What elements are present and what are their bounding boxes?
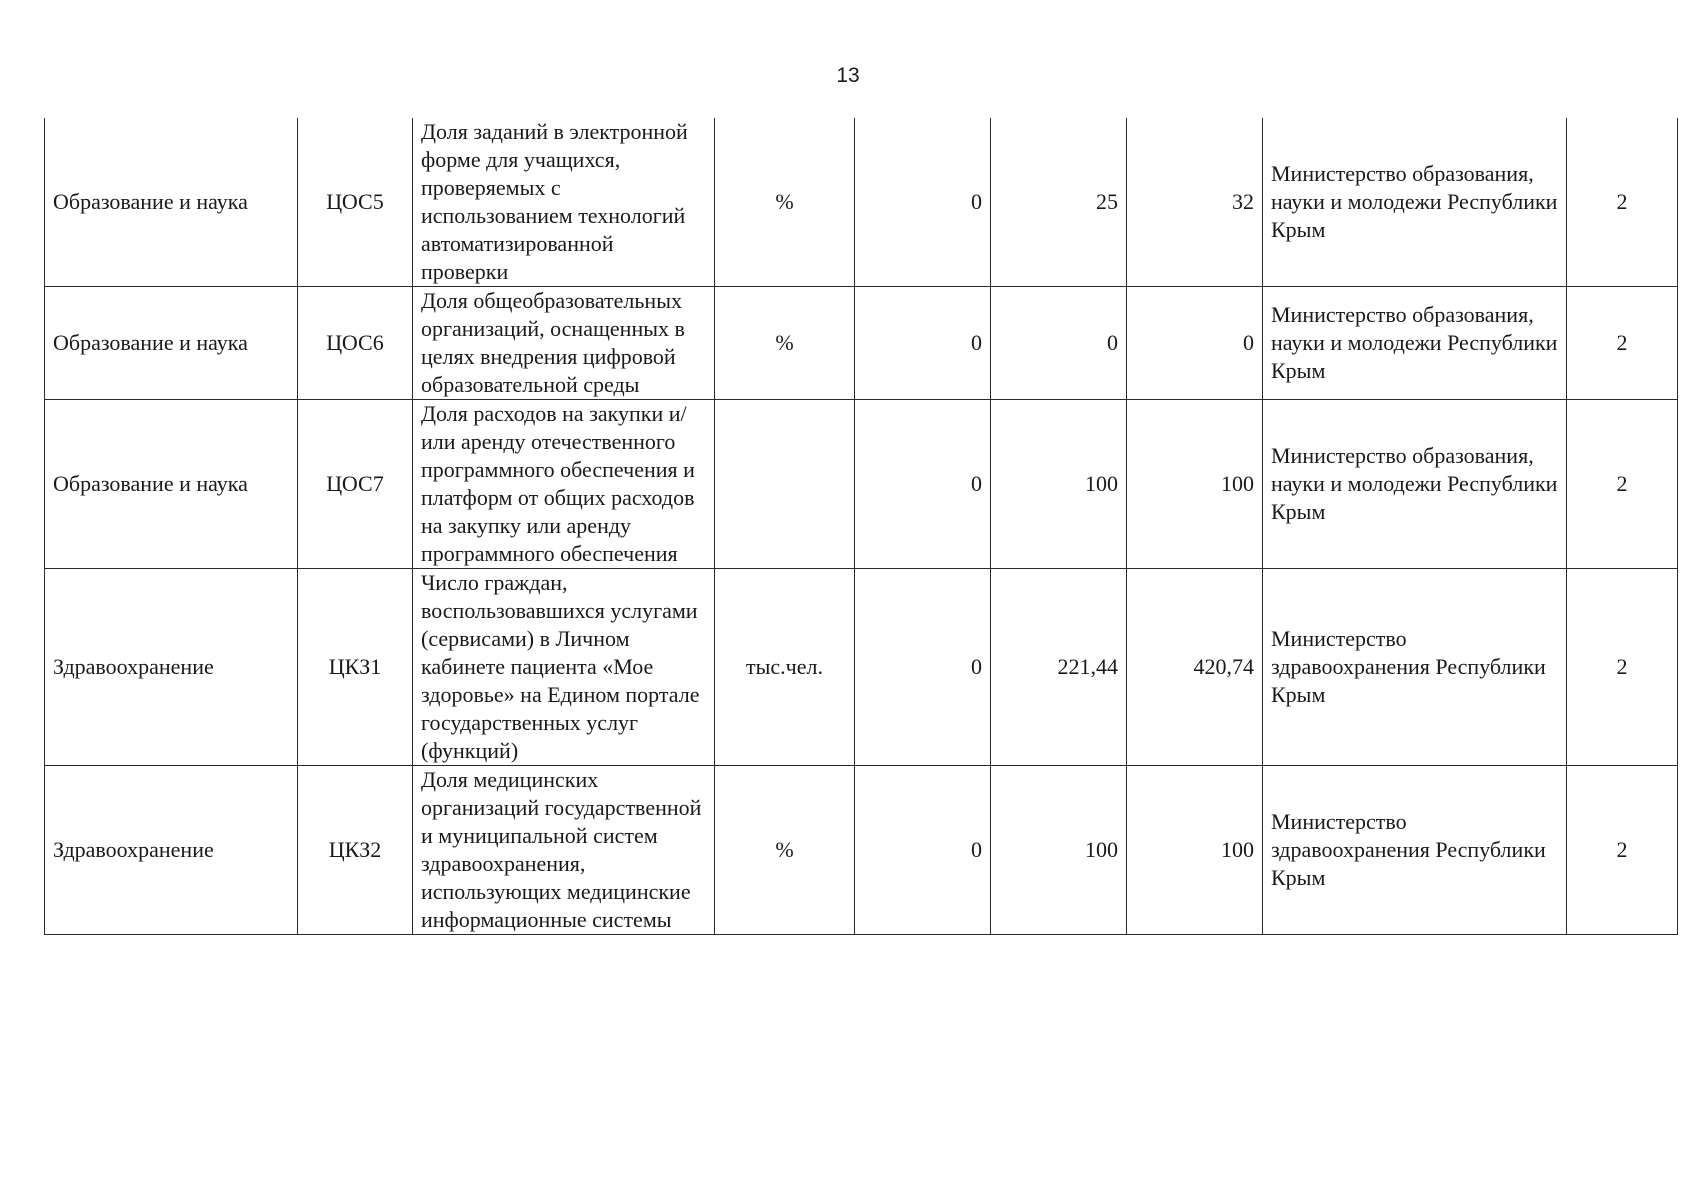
level-cell: 2 [1567,766,1678,935]
unit-cell: % [715,287,855,400]
description-cell: Доля медицинских организаций государственной и муниципальной систем здравоохранения, использующих медицинские информационные системы [413,766,715,935]
code-cell: ЦКЗ1 [298,569,413,766]
table-row [45,400,1678,569]
unit-cell: тыс.чел. [715,569,855,766]
unit-cell: % [715,118,855,287]
page-number: 13 [836,64,860,87]
code-cell: ЦОС5 [298,118,413,287]
value-2-cell: 100 [991,400,1127,569]
sector-cell: Образование и наука [45,118,298,287]
level-cell: 2 [1567,287,1678,400]
description-cell: Доля расходов на закупки и/или аренду отечественного программного обеспечения и платформ от общих расходов на закупку или аренду программного обеспечения [413,400,715,569]
value-2-cell: 221,44 [991,569,1127,766]
value-1-cell: 0 [855,569,991,766]
ministry-cell: Министерство здравоохранения Республики Крым [1263,569,1567,766]
value-3-cell: 420,74 [1127,569,1263,766]
level-cell: 2 [1567,400,1678,569]
ministry-cell: Министерство образования, науки и молодежи Республики Крым [1263,287,1567,400]
table-row [45,569,1678,766]
value-3-cell: 100 [1127,400,1263,569]
value-1-cell: 0 [855,287,991,400]
ministry-cell: Министерство образования, науки и молодежи Республики Крым [1263,118,1567,287]
table-row [45,287,1678,400]
value-1-cell: 0 [855,118,991,287]
value-1-cell: 0 [855,766,991,935]
indicators-table [44,118,1678,935]
value-3-cell: 32 [1127,118,1263,287]
code-cell: ЦКЗ2 [298,766,413,935]
value-3-cell: 100 [1127,766,1263,935]
level-cell: 2 [1567,118,1678,287]
code-cell: ЦОС7 [298,400,413,569]
value-2-cell: 25 [991,118,1127,287]
sector-cell: Здравоохранение [45,569,298,766]
ministry-cell: Министерство образования, науки и молодежи Республики Крым [1263,400,1567,569]
unit-cell: % [715,766,855,935]
description-cell: Число граждан, воспользовавшихся услугами (сервисами) в Личном кабинете пациента «Мое здоровье» на Едином портале государственных услуг (функций) [413,569,715,766]
description-cell: Доля заданий в электронной форме для учащихся, проверяемых с использованием технологий автоматизированной проверки [413,118,715,287]
description-cell: Доля общеобразовательных организаций, оснащенных в целях внедрения цифровой образовательной среды [413,287,715,400]
sector-cell: Образование и наука [45,400,298,569]
unit-cell [715,400,855,569]
value-3-cell: 0 [1127,287,1263,400]
code-cell: ЦОС6 [298,287,413,400]
ministry-cell: Министерство здравоохранения Республики Крым [1263,766,1567,935]
table-row [45,766,1678,935]
sector-cell: Образование и наука [45,287,298,400]
table-row [45,118,1678,287]
value-1-cell: 0 [855,400,991,569]
level-cell: 2 [1567,569,1678,766]
sector-cell: Здравоохранение [45,766,298,935]
value-2-cell: 0 [991,287,1127,400]
value-2-cell: 100 [991,766,1127,935]
